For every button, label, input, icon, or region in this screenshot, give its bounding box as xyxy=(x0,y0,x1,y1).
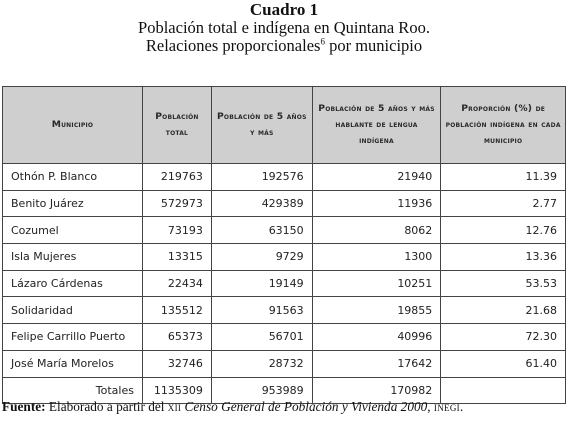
cell-poblacion-5: 19149 xyxy=(211,270,312,297)
cell-proporcion: 12.76 xyxy=(441,217,566,244)
cell-proporcion: 53.53 xyxy=(441,270,566,297)
table-row xyxy=(3,270,566,297)
cell-municipio: Benito Juárez xyxy=(3,190,143,217)
cell-proporcion: 61.40 xyxy=(441,350,566,377)
source-note xyxy=(2,399,568,415)
cell-municipio: Felipe Carrillo Puerto xyxy=(3,324,143,351)
table-row xyxy=(3,217,566,244)
table-body xyxy=(3,164,566,404)
cell-municipio: Isla Mujeres xyxy=(3,244,143,271)
footnote-marker: 6 xyxy=(320,36,325,47)
subtitle-tail: por municipio xyxy=(324,36,423,55)
source-label: Fuente: xyxy=(2,399,46,414)
header-proporcion: Proporción (%) de población indígena en cada municipio xyxy=(441,87,566,164)
cell-municipio: Cozumel xyxy=(3,217,143,244)
table-header-row xyxy=(3,87,566,164)
totals-label: Totales xyxy=(3,377,143,404)
table-row xyxy=(3,164,566,191)
cell-municipio: Solidaridad xyxy=(3,297,143,324)
cell-poblacion-5: 91563 xyxy=(211,297,312,324)
table-row xyxy=(3,350,566,377)
cell-poblacion-total: 65373 xyxy=(142,324,211,351)
cell-hablante: 40996 xyxy=(312,324,441,351)
cell-poblacion-total: 22434 xyxy=(142,270,211,297)
cell-poblacion-5: 9729 xyxy=(211,244,312,271)
cell-hablante: 21940 xyxy=(312,164,441,191)
cell-proporcion: 11.39 xyxy=(441,164,566,191)
agency-name: inegi xyxy=(433,399,460,414)
cell-municipio: Lázaro Cárdenas xyxy=(3,270,143,297)
cell-poblacion-5: 63150 xyxy=(211,217,312,244)
data-table xyxy=(2,86,566,404)
cell-poblacion-total: 219763 xyxy=(142,164,211,191)
cell-poblacion-5: 28732 xyxy=(211,350,312,377)
cell-proporcion: 21.68 xyxy=(441,297,566,324)
table-row xyxy=(3,190,566,217)
cell-poblacion-total: 135512 xyxy=(142,297,211,324)
cell-poblacion-total: 73193 xyxy=(142,217,211,244)
cell-proporcion: 2.77 xyxy=(441,190,566,217)
cell-municipio: José María Morelos xyxy=(3,350,143,377)
cell-hablante: 11936 xyxy=(312,190,441,217)
cell-poblacion-total: 572973 xyxy=(142,190,211,217)
cell-poblacion-5: 429389 xyxy=(211,190,312,217)
cell-poblacion-total: 32746 xyxy=(142,350,211,377)
header-hablante: Población de 5 años y más hablante de lengua indígena xyxy=(312,87,441,164)
cell-hablante: 19855 xyxy=(312,297,441,324)
table-row xyxy=(3,297,566,324)
total-hablante: 170982 xyxy=(312,377,441,404)
cell-hablante: 17642 xyxy=(312,350,441,377)
total-poblacion: 1135309 xyxy=(142,377,211,404)
table-row xyxy=(3,324,566,351)
cell-poblacion-total: 13315 xyxy=(142,244,211,271)
subtitle-text: Relaciones proporcionales xyxy=(145,36,321,55)
cell-poblacion-5: 56701 xyxy=(211,324,312,351)
census-number: xii xyxy=(167,399,182,414)
table-row xyxy=(3,244,566,271)
table-caption xyxy=(0,1,568,55)
table-title: Población total e indígena en Quintana Roo. xyxy=(138,18,430,37)
header-poblacion-5: Población de 5 años y más xyxy=(211,87,312,164)
cell-municipio: Othón P. Blanco xyxy=(3,164,143,191)
source-separator: , xyxy=(427,399,434,414)
header-poblacion-total: Población total xyxy=(142,87,211,164)
cell-hablante: 1300 xyxy=(312,244,441,271)
total-poblacion-5: 953989 xyxy=(211,377,312,404)
table-subtitle xyxy=(0,37,568,55)
cell-hablante: 10251 xyxy=(312,270,441,297)
source-text: Elaborado a partir del xyxy=(45,399,168,414)
census-title: Censo General de Población y Vivienda 2000 xyxy=(181,399,428,414)
cell-proporcion: 13.36 xyxy=(441,244,566,271)
cell-hablante: 8062 xyxy=(312,217,441,244)
source-end: . xyxy=(459,399,464,414)
header-municipio: Municipio xyxy=(3,87,143,164)
cell-poblacion-5: 192576 xyxy=(211,164,312,191)
cell-proporcion: 72.30 xyxy=(441,324,566,351)
table-number: Cuadro 1 xyxy=(249,0,319,19)
